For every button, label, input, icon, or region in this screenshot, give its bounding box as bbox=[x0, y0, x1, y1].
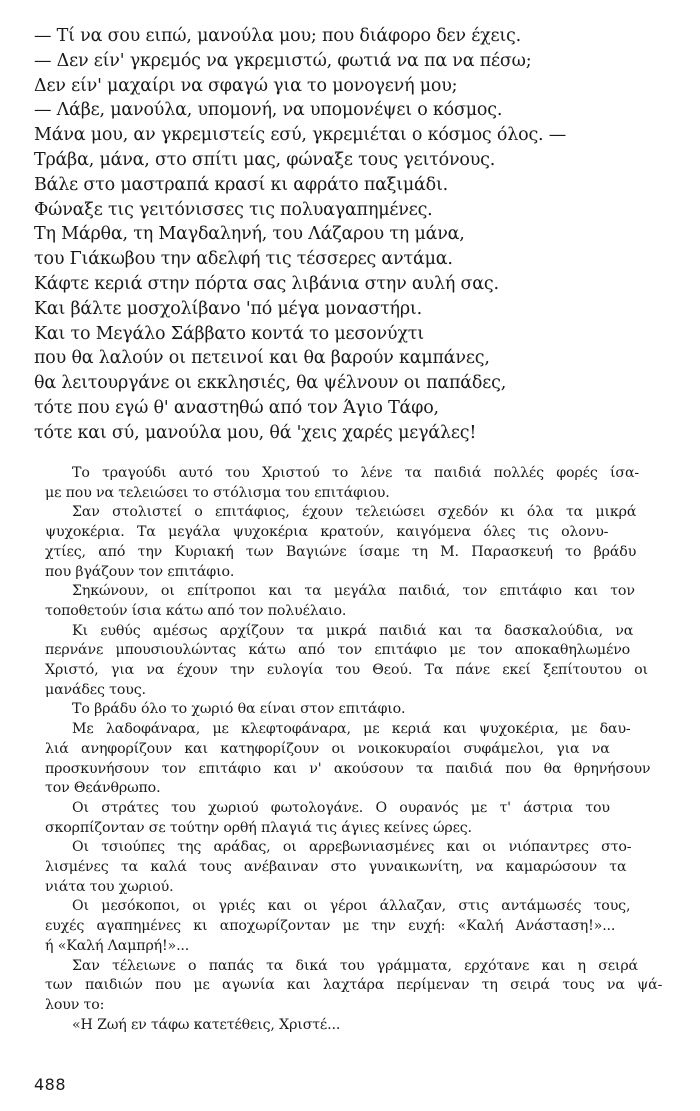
page-number: 488 bbox=[34, 1075, 67, 1094]
verse-line: Φώναξε τις γειτόνισσες τις πολυαγαπημένες. bbox=[34, 199, 433, 220]
prose-line: Το τραγούδι αυτό του Χριστού το λένε τα παιδιά πολλές φορές ίσα- bbox=[72, 465, 640, 481]
prose-line: λουν το: bbox=[45, 996, 105, 1013]
verse-line: τότε και σύ, μανούλα μου, θά 'χεις χαρές μεγάλες! bbox=[34, 422, 477, 443]
prose-line: Σαν τέλειωνε ο παπάς τα δικά του γράμματα, ερχότανε και η σειρά bbox=[72, 957, 638, 974]
prose-line: μανάδες τους. bbox=[45, 681, 146, 698]
prose-line: λισμένες τα καλά τους ανέβαιναν στο γυναικωνίτη, να καμαρώσουν τα bbox=[45, 859, 627, 876]
verse-line: που θα λαλούν οι πετεινοί και θα βαρούν καμπάνες, bbox=[34, 348, 490, 369]
prose-line: ευχές αγαπημένες κι αποχωρίζονταν με την ευχή: «Καλή Ανάσταση!»... bbox=[45, 918, 616, 935]
prose-line: τοποθετούν ίσια κάτω από τον πολυέλαιο. bbox=[45, 602, 347, 619]
verse-line: — Λάβε, μανούλα, υπομονή, να υπομονέψει ο κόσμος. bbox=[34, 100, 503, 121]
verse-line: Τη Μάρθα, τη Μαγδαληνή, του Λάζαρου τη μάνα, bbox=[34, 224, 465, 245]
prose-line: ψυχοκέρια. Τα μεγάλα ψυχοκέρια κρατούν, καιγόμενα όλες τις ολονυ- bbox=[45, 524, 609, 541]
verse-line: Μάνα μου, αν γκρεμιστείς εσύ, γκρεμιέται ο κόσμος όλος. — bbox=[34, 125, 567, 146]
prose-text bbox=[45, 464, 677, 1035]
verse-line: — Τί να σου ειπώ, μανούλα μου; που διάφορο δεν έχεις. bbox=[34, 26, 521, 46]
prose-line: Οι μεσόκοποι, οι γριές και οι γέροι άλλαζαν, στις αντάμωσές τους, bbox=[72, 898, 631, 915]
prose-line: λιά ανηφορίζουν και κατηφορίζουν οι νοικοκυραίοι συφάμελοι, για να bbox=[45, 740, 610, 757]
prose-line: «Η Ζωή εν τάφω κατετέθεις, Χριστέ... bbox=[72, 1016, 341, 1033]
prose-line: Χριστό, για να έχουν την ευλογία του Θεού. Τα πάνε εκεί ξεπίτουτου οι bbox=[45, 662, 648, 679]
prose-line: τον Θεάνθρωπο. bbox=[45, 780, 161, 797]
prose-line: που βγάζουν τον επιτάφιο. bbox=[45, 563, 235, 580]
verse-line: Κάφτε κεριά στην πόρτα σας λιβάνια στην αυλή σας. bbox=[34, 273, 499, 294]
prose-line: Οι στράτες του χωριού φωτολογάνε. Ο ουρανός με τ' άστρια του bbox=[72, 799, 610, 816]
verse-line: Και βάλτε μοσχολίβανο 'πό μέγα μοναστήρι. bbox=[34, 298, 422, 319]
verse-line: Και το Μεγάλο Σάββατο κοντά το μεσονύχτι bbox=[34, 323, 424, 344]
verse-line: θα λειτουργάνε οι εκκλησιές, θα ψέλνουν οι παπάδες, bbox=[34, 373, 507, 394]
prose-line: Κι ευθύς αμέσως αρχίζουν τα μικρά παιδιά και τα δασκαλούδια, να bbox=[72, 622, 634, 639]
prose-line: των παιδιών που με αγωνία και λαχτάρα περίμεναν τη σειρά τους να ψά- bbox=[45, 977, 663, 994]
prose-line: Σαν στολιστεί ο επιτάφιος, έχουν τελειώσει σχεδόν κι όλα τα μικρά bbox=[72, 504, 637, 521]
folk-song-verse bbox=[34, 24, 674, 446]
prose-line: σκορπίζονταν σε τούτην ορθή πλαγιά τις άγιες κείνες ώρες. bbox=[45, 819, 472, 836]
prose-line: προσκυνήσουν τον επιτάφιο και ν' ακούσουν τα παιδιά που θα θρηνήσουν bbox=[45, 760, 651, 777]
prose-line: Οι τσιούπες της αράδας, οι αρρεβωνιασμένες και οι νιόπαντρες στο- bbox=[72, 839, 632, 856]
verse-line: Βάλε στο μαστραπά κρασί κι αφράτο παξιμάδι. bbox=[34, 174, 449, 195]
prose-line: Σηκώνουν, οι επίτροποι και τα μεγάλα παιδιά, τον επιτάφιο και τον bbox=[72, 583, 635, 600]
verse-line: τότε που εγώ θ' αναστηθώ από τον Άγιο Τάφο, bbox=[34, 397, 439, 418]
verse-line: Δεν είν' μαχαίρι να σφαγώ για το μονογενή μου; bbox=[34, 75, 458, 96]
prose-line: με που να τελειώσει το στόλισμα του επιτάφιου. bbox=[45, 484, 390, 501]
prose-line: χτίες, από την Κυριακή των Βαγιώνε ίσαμε τη Μ. Παρασκευή το βράδυ bbox=[45, 543, 637, 560]
verse-line: — Δεν είν' γκρεμός να γκρεμιστώ, φωτιά να πα να πέσω; bbox=[34, 50, 532, 71]
prose-line: νιάτα του χωριού. bbox=[45, 878, 174, 895]
prose-line: περνάνε μπουσιουλώντας κάτω από τον επιτάφιο με τον αποκαθηλωμένο bbox=[45, 642, 631, 659]
prose-line: ή «Καλή Λαμπρή!»... bbox=[45, 937, 190, 954]
verse-line: του Γιάκωβου την αδελφή τις τέσσερες αντάμα. bbox=[34, 249, 453, 270]
prose-line: Το βράδυ όλο το χωριό θα είναι στον επιτάφιο. bbox=[72, 701, 406, 718]
verse-line: Τράβα, μάνα, στο σπίτι μας, φώναξε τους γειτόνους. bbox=[34, 149, 496, 170]
prose-line: Με λαδοφάναρα, με κλεφτοφάναρα, με κεριά και ψυχοκέρια, με δαυ- bbox=[72, 721, 631, 738]
